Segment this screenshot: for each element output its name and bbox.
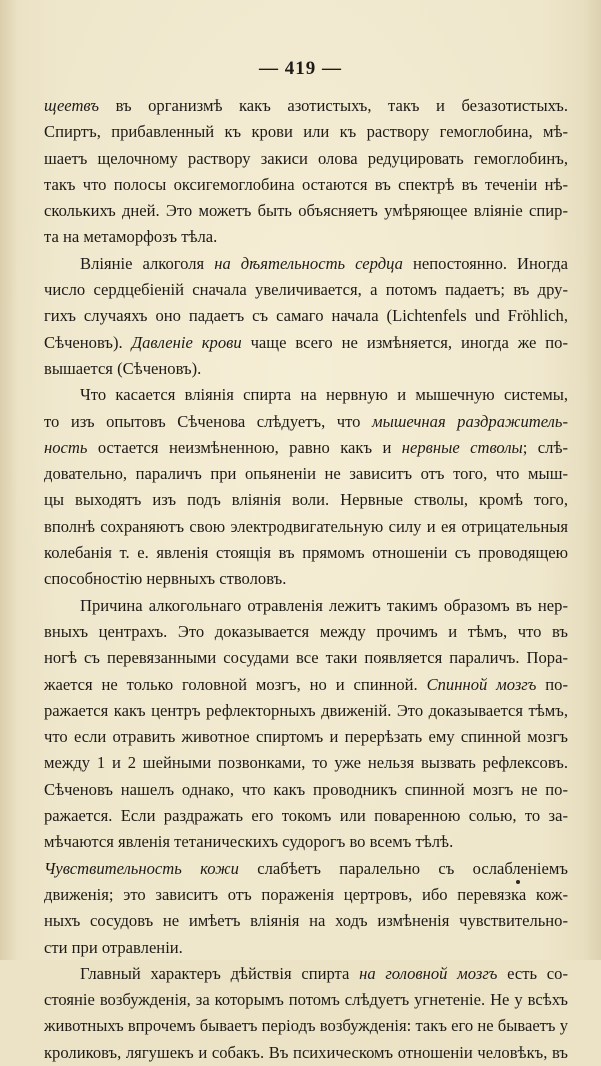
- text-segment: Сѣченовъ).: [44, 332, 132, 352]
- text-segment: Спиртъ, прибавленный къ крови или къ раствору гемоглобина, мѣ-: [44, 122, 568, 142]
- text-line: [44, 172, 568, 198]
- text-line: [44, 251, 568, 277]
- text-segment: есть со-: [497, 963, 568, 983]
- text-segment: число сердцебіеній сначала увеличивается, а потомъ падаетъ; въ дру-: [44, 280, 568, 300]
- text-segment: непостоянно. Иногда: [402, 253, 568, 273]
- text-line: [44, 856, 568, 882]
- text-segment: та на метаморфозъ тѣла.: [44, 227, 218, 247]
- italic-text: щеетвъ: [44, 96, 100, 115]
- page-number: — 419 —: [259, 58, 342, 79]
- text-segment: ражается. Если раздражать его токомъ или поваренною солью, то за-: [44, 806, 568, 826]
- text-segment: то изъ опытовъ Сѣченова слѣдуетъ, что: [44, 411, 372, 431]
- text-line: [44, 724, 568, 750]
- text-segment: вполнѣ сохраняютъ свою электродвигательную силу и ея отрицательныя: [44, 516, 568, 536]
- text-segment: сколькихъ дней. Это можетъ быть объясняетъ умѣряющее вліяніе спир-: [44, 201, 568, 221]
- text-line: [44, 514, 568, 540]
- text-line: [44, 803, 568, 829]
- text-line: [44, 1013, 568, 1039]
- text-line: [44, 224, 568, 250]
- text-line: [44, 1040, 568, 1066]
- text-segment: слабѣетъ паралельно съ ослабленіемъ: [238, 858, 568, 878]
- text-segment: ражается какъ центръ рефлекторныхъ движеній. Это доказывается тѣмъ,: [44, 700, 568, 720]
- text-segment: вышается (Сѣченовъ).: [44, 358, 202, 378]
- italic-text: ность: [44, 437, 88, 457]
- text-segment: такъ что полосы оксигемоглобина остаются въ спектрѣ въ теченіи нѣ-: [44, 174, 568, 194]
- text-segment: ныхъ сосудовъ не имѣетъ вліянія на ходъ измѣненія чувствительно-: [44, 911, 568, 931]
- text-segment: Вліяніе алкоголя: [80, 253, 215, 273]
- text-segment: въ организмѣ какъ азотистыхъ, такъ и безазотистыхъ.: [99, 96, 568, 115]
- text-line: [44, 908, 568, 934]
- text-segment: шаетъ щелочному раствору закиси олова редуцировать гемоглобинъ,: [44, 148, 568, 168]
- text-segment: что если отравить животное спиртомъ и перерѣзать ему спинной мозгъ: [44, 727, 568, 747]
- text-line: [44, 461, 568, 487]
- text-line: [44, 409, 568, 435]
- text-segment: вныхъ центрахъ. Это доказывается между прочимъ и тѣмъ, что въ: [44, 621, 568, 641]
- text-line: [44, 146, 568, 172]
- text-segment: жается не только головной мозгъ, но и спинной.: [44, 674, 427, 694]
- italic-text: Чувствительность кожи: [44, 858, 239, 878]
- italic-text: Спинной мозгъ: [426, 674, 537, 694]
- text-segment: мѣчаются явленія тетаническихъ судорогъ во всемъ тѣлѣ.: [44, 832, 454, 852]
- text-line: [44, 882, 568, 908]
- text-segment: между 1 и 2 шейными позвонками, то уже нельзя вызвать рефлексовъ.: [44, 753, 568, 773]
- text-segment: сти при отравленіи.: [44, 937, 183, 957]
- text-line: [44, 93, 568, 119]
- text-line: [44, 777, 568, 803]
- text-segment: движенія; это зависитъ отъ пораженія цертровъ, ибо перевязка кож-: [44, 884, 568, 904]
- text-line: [44, 619, 568, 645]
- text-line: [44, 487, 568, 513]
- italic-text: нервные стволы: [401, 437, 523, 457]
- text-segment: Главный характеръ дѣйствія спирта: [80, 963, 360, 983]
- italic-text: на головной мозгъ: [359, 963, 498, 983]
- text-line: [44, 356, 568, 382]
- text-segment: ; слѣ-: [522, 437, 568, 457]
- text-segment: колебанія т. е. явленія стоящія въ прямомъ отношеніи съ проводящею: [44, 543, 568, 563]
- text-line: [44, 698, 568, 724]
- body-text: [44, 93, 568, 1066]
- text-segment: цы выходятъ изъ подъ вліянія воли. Нервные стволы, кромѣ того,: [44, 490, 568, 510]
- text-segment: довательно, параличъ при опьяненіи не зависитъ отъ того, что мыш-: [44, 464, 568, 484]
- text-segment: стояніе возбужденія, за которымъ потомъ слѣдуетъ угнетеніе. Не у всѣхъ: [44, 990, 568, 1010]
- text-segment: по-: [536, 674, 568, 694]
- text-line: [44, 987, 568, 1013]
- text-line: [44, 435, 568, 461]
- text-line: [44, 330, 568, 356]
- text-segment: Что касается вліянія спирта на нервную и мышечную системы,: [80, 385, 568, 405]
- text-line: [44, 593, 568, 619]
- text-line: [44, 750, 568, 776]
- text-segment: остается неизмѣненною, равно какъ и: [87, 437, 402, 457]
- text-segment: чаще всего не измѣняется, иногда же по-: [241, 332, 568, 352]
- text-line: [44, 645, 568, 671]
- text-line: [44, 198, 568, 224]
- text-segment: животныхъ впрочемъ бываетъ періодъ возбужденія: такъ его не бываетъ у: [44, 1016, 568, 1036]
- italic-text: мышечная раздражитель-: [372, 411, 568, 431]
- text-line: [44, 566, 568, 592]
- text-segment: Сѣченовъ нашелъ однако, что какъ проводникъ спинной мозгъ не по-: [44, 779, 568, 799]
- text-line: [44, 961, 568, 987]
- italic-text: на дѣятельность сердца: [214, 253, 403, 273]
- text-segment: гихъ случаяхъ оно падаетъ съ самаго начала (Lichtenfels und Fröhlich,: [44, 306, 568, 326]
- text-line: [44, 382, 568, 408]
- text-segment: Причина алкогольнаго отравленія лежитъ такимъ образомъ въ нер-: [80, 595, 568, 615]
- text-line: [44, 829, 568, 855]
- text-segment: способностію нервныхъ стволовъ.: [44, 569, 287, 589]
- ink-speck: [516, 880, 520, 884]
- text-segment: ногѣ съ перевязанными сосудами все таки появляется параличъ. Пора-: [44, 648, 568, 668]
- text-line: [44, 540, 568, 566]
- text-segment: кроликовъ, лягушекъ и собакъ. Въ психическомъ отношеніи человѣкъ, въ: [44, 1042, 568, 1062]
- text-line: [44, 672, 568, 698]
- text-line: [44, 935, 568, 961]
- text-line: [44, 277, 568, 303]
- text-line: [44, 119, 568, 145]
- text-line: [44, 303, 568, 329]
- italic-text: Давленіе крови: [131, 332, 242, 352]
